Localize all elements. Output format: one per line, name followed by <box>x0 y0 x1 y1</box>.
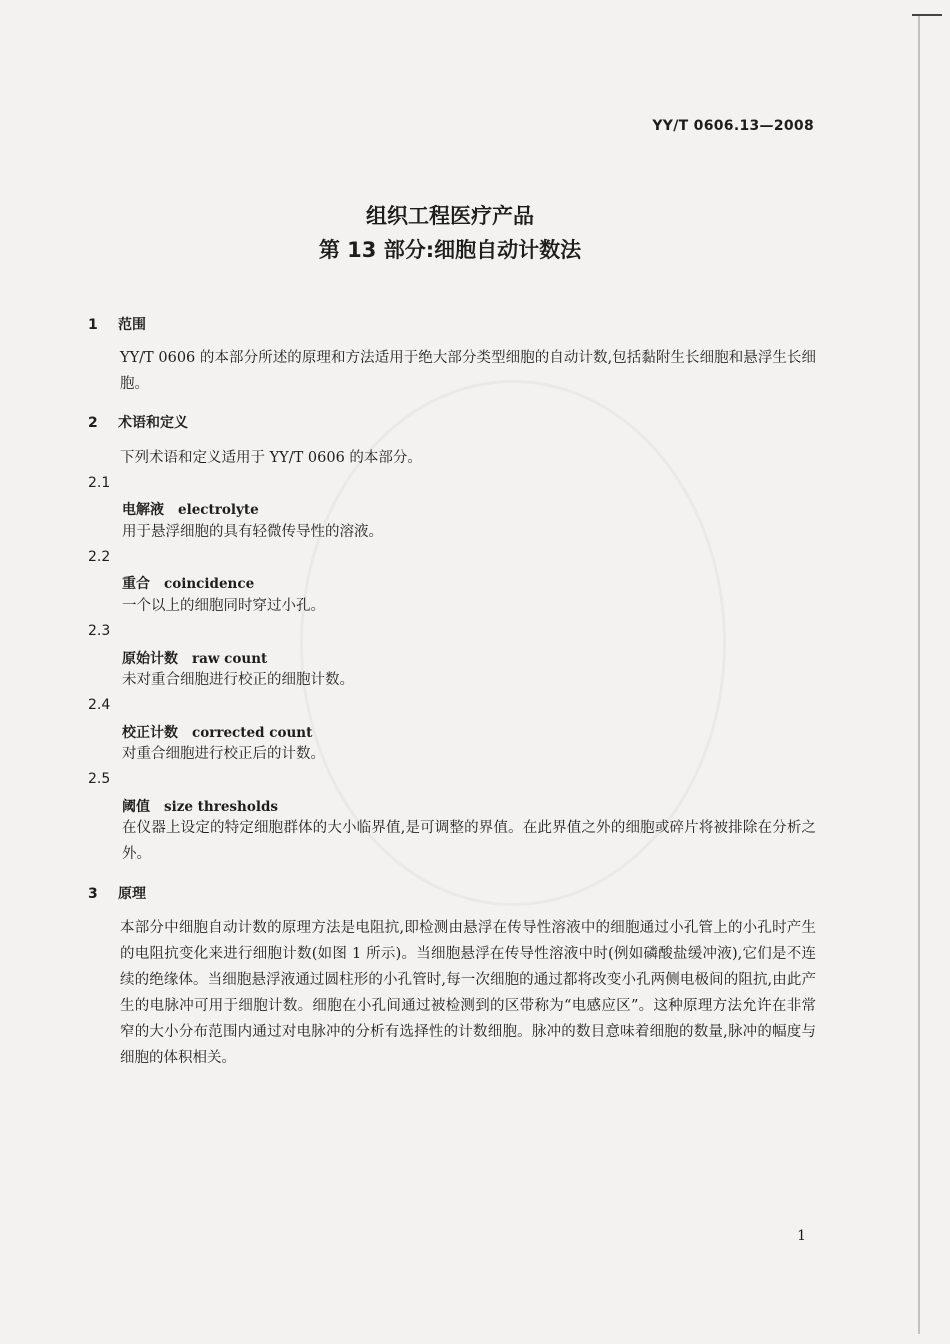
term-definition: 对重合细胞进行校正后的计数。 <box>122 746 325 762</box>
term-number: 2.5 <box>88 771 111 787</box>
term-english: size thresholds <box>164 799 279 815</box>
section-2-intro <box>90 445 816 471</box>
term-english: raw count <box>192 651 268 667</box>
term-definition: 用于悬浮细胞的具有轻微传导性的溶液。 <box>122 524 383 540</box>
term-definition: 未对重合细胞进行校正的细胞计数。 <box>122 672 354 688</box>
section-title: 范围 <box>118 317 146 333</box>
page-edge-mark <box>912 14 942 16</box>
term-heading <box>122 573 254 593</box>
term-chinese: 阈值 <box>122 799 150 815</box>
section-1-heading <box>88 314 146 334</box>
section-number: 1 <box>88 317 98 333</box>
section-3-heading <box>88 883 146 903</box>
section-1-body <box>90 345 816 397</box>
term-english: coincidence <box>164 576 255 592</box>
section-3-body <box>90 915 816 1071</box>
term-chinese: 电解液 <box>122 502 164 518</box>
doc-title-line1: 组织工程医疗产品 <box>366 204 534 228</box>
section-2-heading <box>88 412 188 432</box>
paragraph-text: 下列术语和定义适用于 YY/T 0606 的本部分。 <box>120 450 422 466</box>
term-heading <box>122 648 267 668</box>
paragraph-text: YY/T 0606 的本部分所述的原理和方法适用于绝大部分类型细胞的自动计数,包括黏附生长细胞和悬浮生长细胞。 <box>120 350 816 392</box>
standard-code: YY/T 0606.13—2008 <box>652 118 814 134</box>
section-title: 术语和定义 <box>118 415 188 431</box>
paragraph-text: 在仪器上设定的特定细胞群体的大小临界值,是可调整的界值。在此界值之外的细胞或碎片将被排除在分析之外。 <box>122 820 816 862</box>
term-definition <box>90 815 816 867</box>
section-title: 原理 <box>118 886 146 902</box>
term-number: 2.1 <box>88 475 111 491</box>
term-number: 2.2 <box>88 549 111 565</box>
term-heading <box>122 722 312 742</box>
term-heading <box>122 796 278 816</box>
doc-title-line2: 第 13 部分:细胞自动计数法 <box>318 238 582 262</box>
term-definition: 一个以上的细胞同时穿过小孔。 <box>122 598 325 614</box>
term-english: corrected count <box>192 725 313 741</box>
term-heading <box>122 499 259 519</box>
section-number: 2 <box>88 415 98 431</box>
page-edge-line <box>918 14 920 1334</box>
page-number: 1 <box>797 1228 806 1244</box>
term-number: 2.4 <box>88 697 111 713</box>
term-chinese: 重合 <box>122 576 150 592</box>
section-number: 3 <box>88 886 98 902</box>
term-chinese: 原始计数 <box>122 651 178 667</box>
paragraph-text: 本部分中细胞自动计数的原理方法是电阻抗,即检测由悬浮在传导性溶液中的细胞通过小孔管上的小孔时产生的电阻抗变化来进行细胞计数(如图 1 所示)。当细胞悬浮在传导性溶液中时(例如磷酸盐缓冲液),它们是不连续的绝缘体。当细胞悬浮液通过圆柱形的小孔管时,每一次细胞的通过都将改变小孔两侧电极间的阻抗,由此产生的电脉冲可用于细胞计数。细胞在小孔间通过被检测到的区带称为“电感应区”。这种原理方法允许在非常窄的大小分布范围内通过对电脉冲的分析有选择性的计数细胞。脉冲的数目意味着细胞的数量,脉冲的幅度与细胞的体积相关。 <box>120 920 816 1066</box>
term-english: electrolyte <box>178 502 259 518</box>
term-chinese: 校正计数 <box>122 725 178 741</box>
term-number: 2.3 <box>88 623 111 639</box>
